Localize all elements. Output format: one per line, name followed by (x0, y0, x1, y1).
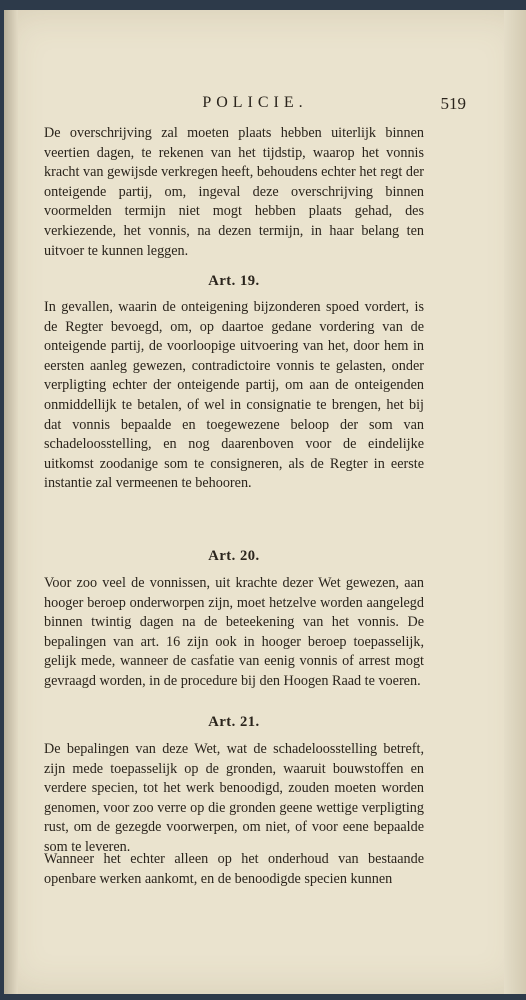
paragraph-5: Wanneer het echter alleen op het onderhoud van bestaande openbare werken aankomt, en de benoodigde specien kunnen (44, 851, 424, 887)
page-number: 519 (440, 94, 466, 113)
running-head: POLICIE. (202, 94, 308, 111)
paragraph-1: De overschrijving zal moeten plaats hebben uiterlijk binnen veertien dagen, te rekenen van het tijdstip, waarop het vonnis kracht van gewijsde verkregen heeft, behoudens echter het regt der onteigende partij, om, ingeval deze overschrijving binnen voormelden termijn niet mogt hebben plaats gehad, des verkiezende, het vonnis, na dezen termijn, in haar belang ten uitvoer te kunnen leggen. (44, 125, 424, 259)
article-heading-20: Art. 20. (208, 548, 260, 564)
paragraph-2: In gevallen, waarin de onteigening bijzonderen spoed vordert, is de Regter bevoegd, om, op daartoe gedane vordering van de onteigende partij, de voorloopige uitvoering van het, door hem in eersten aanleg gewezen, contradictoire vonnis te gelasten, onder verpligting echter der onteigende partij, om aan de onteigenden onmiddellijk te betalen, of wel in consignatie te brengen, het bij dat vonnis bepaalde en toegewezene beloop der som van schadeloosstelling, en nog daarenboven voor de eindelijke uitkomst zoodanige som te consigneren, als de Regter in eerste instantie zal vermeenen te behooren. (44, 299, 424, 492)
article-heading-21: Art. 21. (208, 714, 260, 730)
page-body (44, 124, 424, 894)
book-page (4, 10, 526, 994)
page-header (44, 94, 466, 118)
page-edge (504, 10, 526, 994)
article-heading-19: Art. 19. (208, 273, 260, 289)
paragraph-3: Voor zoo veel de vonnissen, uit krachte dezer Wet gewezen, aan hooger beroep onderworpen zijn, moet hetzelve worden aangelegd binnen twintig dagen na de beteekening van het vonnis. De bepalingen van art. 16 zijn ook in hooger beroep toepasselijk, gelijk mede, wanneer de casfatie van eenig vonnis of arrest mogt gevraagd worden, in de procedure bij den Hoogen Raad te voeren. (44, 575, 424, 689)
paragraph-4: De bepalingen van deze Wet, wat de schadeloosstelling betreft, zijn mede toepasselijk op de gronden, waaruit bouwstoffen en verdere specien, tot het werk benoodigd, zouden moeten worden genomen, voor zoo verre op die gronden geene wettige verpligting rust, om de gezegde voorwerpen, om niet, of voor eene bepaalde som te leveren. (44, 741, 424, 855)
page-gutter-shadow (4, 10, 18, 994)
